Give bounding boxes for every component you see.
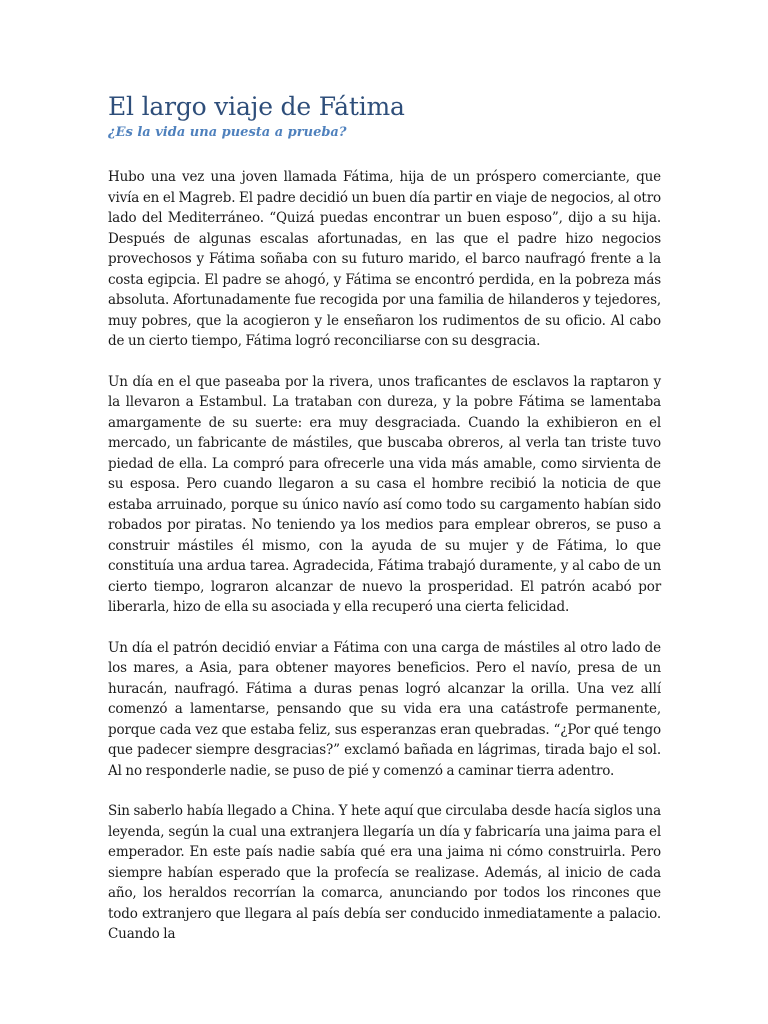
document-page [108, 90, 661, 965]
page-title: El largo viaje de Fátima [108, 92, 405, 121]
paragraph-3: Un día el patrón decidió enviar a Fátima con una carga de mástiles al otro lado de los mares, a Asia, para obtener mayores beneficios. Pero el navío, presa de un huracán, naufragó. Fátima a duras penas logró alcanzar la orilla. Una vez allí comenzó a lamentarse, pensando que su vida era una catástrofe permanente, porque cada vez que estaba feliz, sus esperanzas eran quebradas. “¿Por qué tengo que padecer siempre desgracias?” exclamó bañada en lágrimas, tirada bajo el sol. Al no responderle nadie, se puso de pié y comenzó a caminar tierra adentro. [108, 639, 661, 779]
page-subtitle: ¿Es la vida una puesta a prueba? [108, 125, 347, 140]
paragraph-1: Hubo una vez una joven llamada Fátima, hija de un próspero comerciante, que vivía en el Magreb. El padre decidió un buen día partir en viaje de negocios, al otro lado del Mediterráneo. “Quizá puedas encontrar un buen esposo”, dijo a su hija. Después de algunas escalas afortunadas, en las que el padre hizo negocios provechosos y Fátima soñaba con su futuro marido, el barco naufragó frente a la costa egipcia. El padre se ahogó, y Fátima se encontró perdida, en la pobreza más absoluta. Afortunadamente fue recogida por una familia de hilanderos y tejedores, muy pobres, que la acogieron y le enseñaron los rudimentos de su oficio. Al cabo de un cierto tiempo, Fátima logró reconciliarse con su desgracia. [108, 169, 661, 349]
paragraph-2: Un día en el que paseaba por la rivera, unos traficantes de esclavos la raptaron y la llevaron a Estambul. La trataban con dureza, y la pobre Fátima se lamentaba amargamente de su suerte: era muy desgraciada. Cuando la exhibieron en el mercado, un fabricante de mástiles, que buscaba obreros, al verla tan triste tuvo piedad de ella. La compró para ofrecerle una vida más amable, como sirvienta de su esposa. Pero cuando llegaron a su casa el hombre recibió la noticia de que estaba arruinado, porque su único navío así como todo su cargamento habían sido robados por piratas. No teniendo ya los medios para emplear obreros, se puso a construir mástiles él mismo, con la ayuda de su mujer y de Fátima, lo que constituía una ardua tarea. Agradecida, Fátima trabajó duramente, y al cabo de un cierto tiempo, lograron alcanzar de nuevo la prosperidad. El patrón acabó por liberarla, hizo de ella su asociada y ella recuperó una cierta felicidad. [108, 373, 661, 615]
paragraph-4: Sin saberlo había llegado a China. Y hete aquí que circulaba desde hacía siglos una leyenda, según la cual una extranjera llegaría un día y fabricaría una jaima para el emperador. En este país nadie sabía qué era una jaima ni cómo construirla. Pero siempre habían esperado que la profecía se realizase. Además, al inicio de cada año, los heraldos recorrían la comarca, anunciando por todos los rincones que todo extranjero que llegara al país debía ser conducido inmediatamente a palacio. Cuando la [108, 803, 661, 942]
